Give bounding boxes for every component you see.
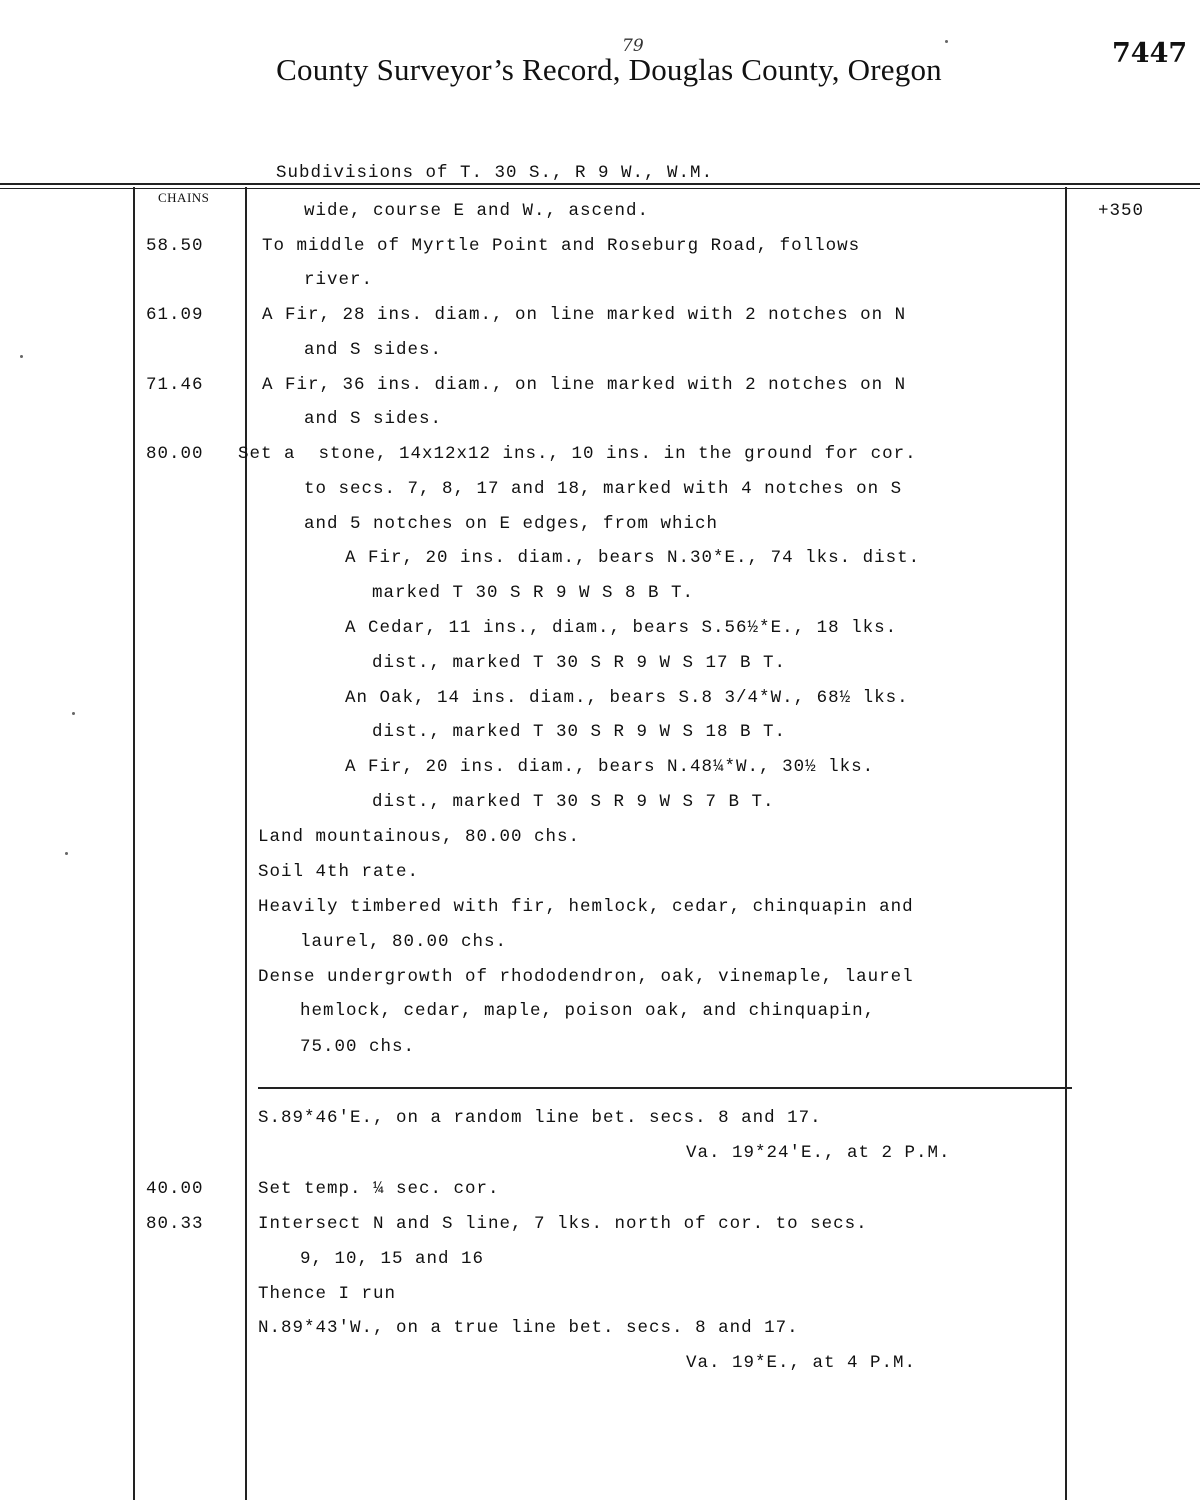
record-number: 7447: [1112, 38, 1188, 69]
variation-line: Va. 19*24'E., at 2 P.M.: [686, 1143, 951, 1163]
bearing-tree-marking: marked T 30 S R 9 W S 8 B T.: [372, 583, 695, 603]
bearing-tree-line: A Fir, 20 ins. diam., bears N.48¼*W., 30½ lks.: [345, 757, 875, 777]
entry-line: laurel, 80.00 chs.: [300, 932, 508, 952]
course-line: S.89*46'E., on a random line bet. secs. 8 and 17.: [258, 1108, 822, 1128]
entry-line: Thence I run: [258, 1284, 397, 1304]
scan-speck: [20, 355, 23, 358]
bearing-tree-line: A Cedar, 11 ins., diam., bears S.56½*E., 18 lks.: [345, 618, 898, 638]
left-border-line: [133, 187, 135, 1500]
bearing-tree-marking: dist., marked T 30 S R 9 W S 17 B T.: [372, 653, 787, 673]
entry-line: A Fir, 28 ins. diam., on line marked with 2 notches on N: [262, 305, 907, 325]
chains-value: 61.09: [146, 305, 204, 325]
top-rule: [0, 183, 1200, 185]
entry-line: Set temp. ¼ sec. cor.: [258, 1179, 500, 1199]
chains-value: 71.46: [146, 375, 204, 395]
section-separator: [258, 1087, 1072, 1089]
entry-line: Soil 4th rate.: [258, 862, 420, 882]
entry-line: and S sides.: [304, 409, 443, 429]
entry-line: and S sides.: [304, 340, 443, 360]
scan-speck: [65, 852, 68, 855]
entry-line: Set a stone, 14x12x12 ins., 10 ins. in the ground for cor.: [238, 444, 917, 464]
entry-line: hemlock, cedar, maple, poison oak, and chinquapin,: [300, 1001, 876, 1021]
scan-speck: [945, 40, 948, 43]
right-margin-note: +350: [1098, 201, 1145, 221]
subdivision-heading: Subdivisions of T. 30 S., R 9 W., W.M.: [276, 163, 714, 183]
entry-line: Dense undergrowth of rhododendron, oak, vinemaple, laurel: [258, 967, 914, 987]
bearing-tree-line: A Fir, 20 ins. diam., bears N.30*E., 74 lks. dist.: [345, 548, 921, 568]
chains-value: 40.00: [146, 1179, 204, 1199]
chains-column-header: CHAINS: [158, 190, 210, 205]
entry-line: river.: [304, 270, 374, 290]
chains-value: 58.50: [146, 236, 204, 256]
page-title: County Surveyor’s Record, Douglas County, Oregon: [276, 52, 942, 87]
entry-line: A Fir, 36 ins. diam., on line marked with 2 notches on N: [262, 375, 907, 395]
entry-line: wide, course E and W., ascend.: [304, 201, 650, 221]
entry-line: Heavily timbered with fir, hemlock, cedar, chinquapin and: [258, 897, 914, 917]
bearing-tree-marking: dist., marked T 30 S R 9 W S 7 B T.: [372, 792, 775, 812]
chains-column-divider: [245, 187, 247, 1500]
handwritten-page-number: 79: [622, 36, 644, 56]
bearing-tree-marking: dist., marked T 30 S R 9 W S 18 B T.: [372, 722, 787, 742]
entry-line: to secs. 7, 8, 17 and 18, marked with 4 notches on S: [304, 479, 903, 499]
chains-value: 80.00: [146, 444, 204, 464]
entry-line: Intersect N and S line, 7 lks. north of cor. to secs.: [258, 1214, 868, 1234]
bearing-tree-line: An Oak, 14 ins. diam., bears S.8 3/4*W., 68½ lks.: [345, 688, 909, 708]
entry-line: 9, 10, 15 and 16: [300, 1249, 485, 1269]
top-rule-secondary: [0, 188, 1200, 189]
entry-line: and 5 notches on E edges, from which: [304, 514, 719, 534]
variation-line: Va. 19*E., at 4 P.M.: [686, 1353, 917, 1373]
scan-speck: [72, 712, 75, 715]
chains-value: 80.33: [146, 1214, 204, 1234]
entry-line: 75.00 chs.: [300, 1037, 416, 1057]
course-line: N.89*43'W., on a true line bet. secs. 8 and 17.: [258, 1318, 799, 1338]
right-column-divider: [1065, 187, 1067, 1500]
entry-line: To middle of Myrtle Point and Roseburg Road, follows: [262, 236, 861, 256]
entry-line: Land mountainous, 80.00 chs.: [258, 827, 581, 847]
